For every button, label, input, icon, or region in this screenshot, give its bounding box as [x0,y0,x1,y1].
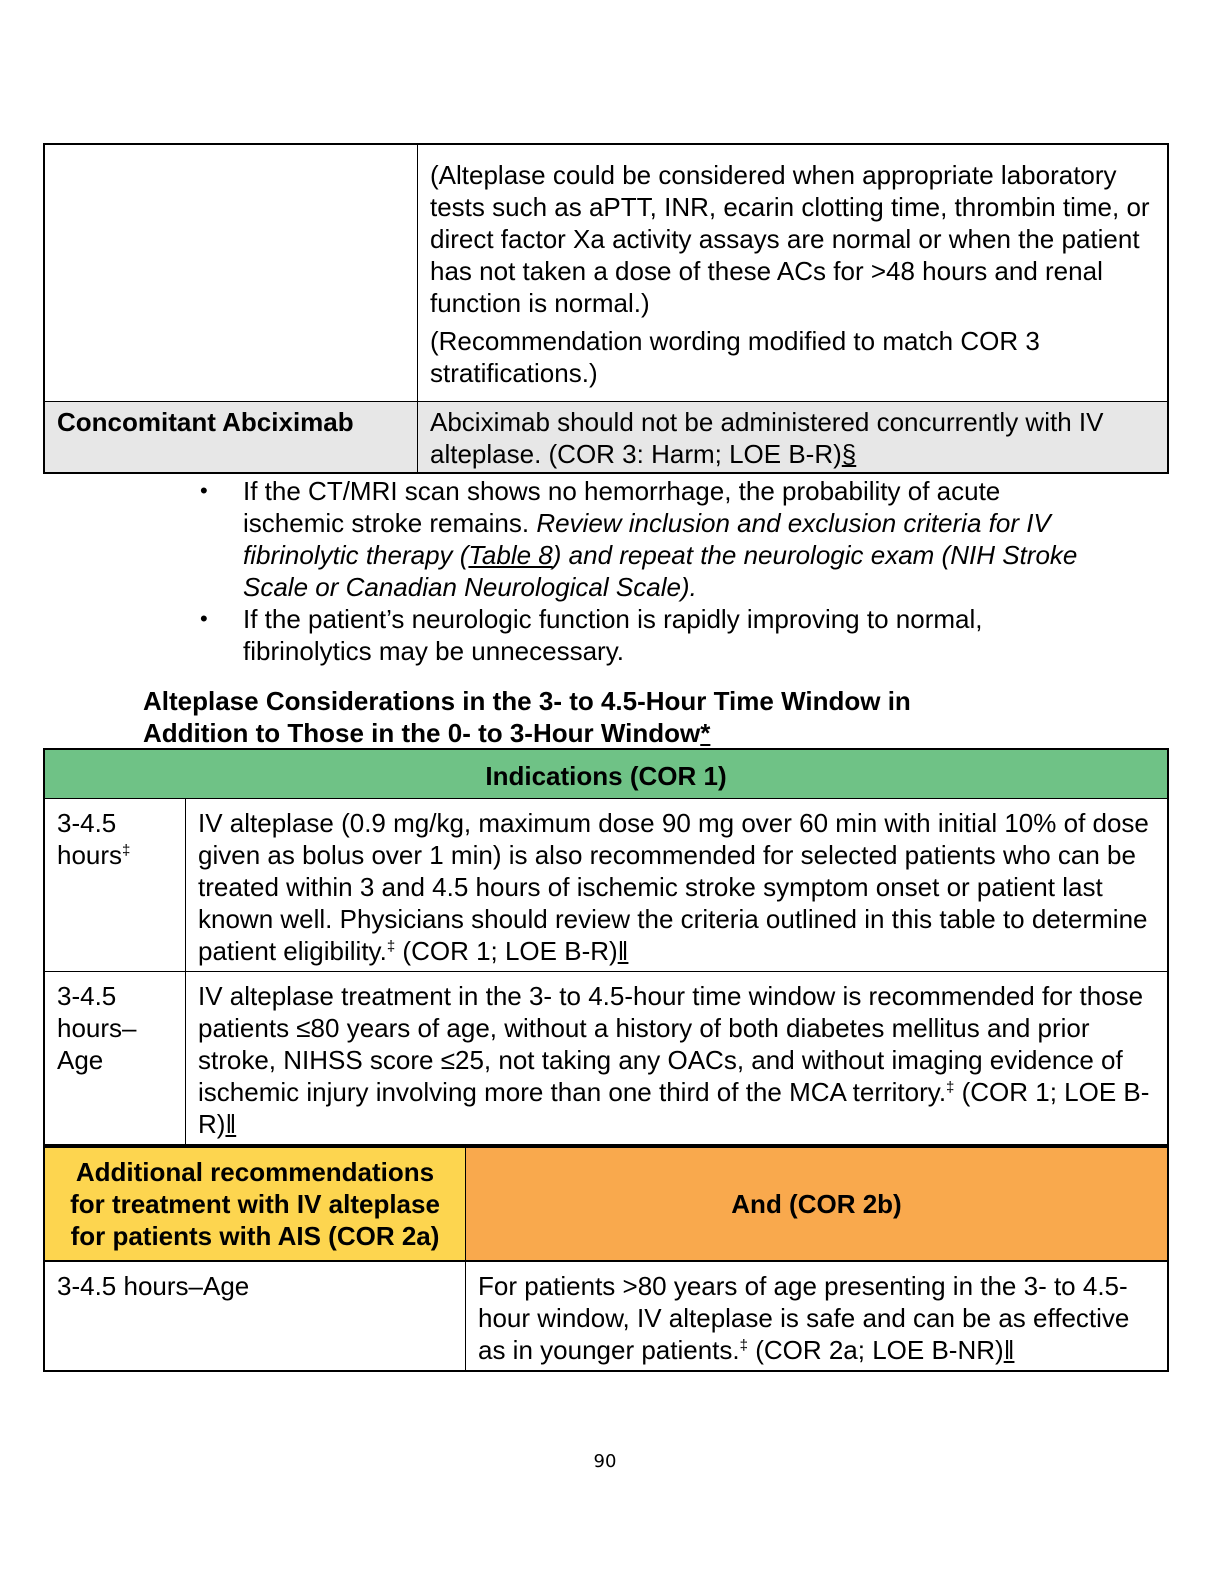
page-number: 90 [593,1451,617,1472]
indications-table [43,748,1169,1147]
row-label-concomitant-abciximab: Concomitant Abciximab [44,402,418,474]
footnote-link[interactable]: ‖ [225,1109,237,1139]
table-row [44,144,1168,402]
abciximab-recommendation: Abciximab should not be administered concurrently with IV alteplase. (COR 3: Harm; LOE B-R) [430,407,1104,469]
lab-tests-paragraph: (Alteplase could be considered when appropriate laboratory tests such as aPTT, INR, ecarin clotting time, thrombin time, or direct factor Xa activity assays are normal or when the patient has not taken a dose of these ACs for >48 hours and renal function is normal.) [430,160,1150,318]
table-row [44,402,1168,474]
additional-recommendations-table [43,1147,1169,1372]
cor-2a-header: Additional recommendations for treatment with IV alteplase for patients with AIS (COR 2a) [44,1148,466,1262]
footnote-link-section[interactable]: § [841,439,857,469]
footnote-link-asterisk[interactable]: * [700,718,711,748]
table-header-row [44,1148,1168,1262]
recommendation-text: IV alteplase treatment in the 3- to 4.5-hour time window is recommended for those patients ≤80 years of age, without a history of both diabetes mellitus and prior stroke, NIHSS score ≤25, not taking any OACs, and without imaging evidence of ischemic injury involving more than one third of the MCA territory. [198,981,1144,1107]
wording-note-paragraph: (Recommendation wording modified to match COR 3 stratifications.) [430,326,1040,388]
row-label: 3-4.5 hours–Age [44,1261,466,1371]
row-label-empty [44,144,418,402]
double-dagger-mark: ‡ [739,1337,748,1354]
row-label [44,799,186,972]
row-label: 3-4.5 hours–Age [44,972,186,1146]
table-header-row [44,749,1168,799]
bullet-list [200,475,1100,667]
heading-line-2: Addition to Those in the 0- to 3-Hour Window [143,718,701,748]
bullet-italic-text: Review inclusion and exclusion criteria for IV fibrinolytic therapy ( [243,508,1051,570]
double-dagger-mark: ‡ [946,1079,955,1096]
section-heading [143,685,1143,749]
citation: (COR 1; LOE B-R) [198,1077,1150,1139]
table-row [44,972,1168,1146]
citation: (COR 1; LOE B-R) [395,936,618,966]
contraindications-table-continued [43,143,1169,474]
list-item [200,603,1100,667]
citation: (COR 2a; LOE B-NR) [747,1335,1004,1365]
footnote-link[interactable]: ‖ [1003,1335,1015,1365]
footnote-link[interactable]: ‖ [617,936,629,966]
bullet-text: If the CT/MRI scan shows no hemorrhage, the probability of acute ischemic stroke remains. [243,476,1001,538]
row-content [186,799,1169,972]
table-row [44,799,1168,972]
row-content [418,402,1169,474]
cor-2b-header: And (COR 2b) [466,1148,1169,1262]
row-content [418,144,1169,402]
double-dagger-mark: ‡ [122,842,131,859]
recommendation-text: IV alteplase (0.9 mg/kg, maximum dose 90 mg over 60 min with initial 10% of dose given as bolus over 1 min) is also recommended for selected patients who can be treated within 3 and 4.5 hours of ischemic stroke symptom onset or patient last known well. Physicians should review the criteria outlined in this table to determine patient eligibility. [198,808,1149,966]
double-dagger-mark: ‡ [386,938,396,955]
table-row [44,1261,1168,1371]
row-label-text: 3-4.5 hours [57,808,123,870]
list-item [200,475,1100,603]
bullet-italic-text: ) and repeat the neurologic exam (NIH Stroke Scale or Canadian Neurological Scale). [243,540,1078,602]
heading-line-1: Alteplase Considerations in the 3- to 4.5-Hour Time Window in [143,686,911,716]
row-content [466,1261,1169,1371]
row-content [186,972,1169,1146]
indications-header: Indications (COR 1) [44,749,1168,799]
recommendation-text: For patients >80 years of age presenting in the 3- to 4.5-hour window, IV alteplase is safe and can be as effective as in younger patients. [478,1271,1130,1365]
table-8-link[interactable]: Table 8 [468,540,553,570]
bullet-text: If the patient’s neurologic function is rapidly improving to normal, fibrinolytics may be unnecessary. [243,604,983,666]
